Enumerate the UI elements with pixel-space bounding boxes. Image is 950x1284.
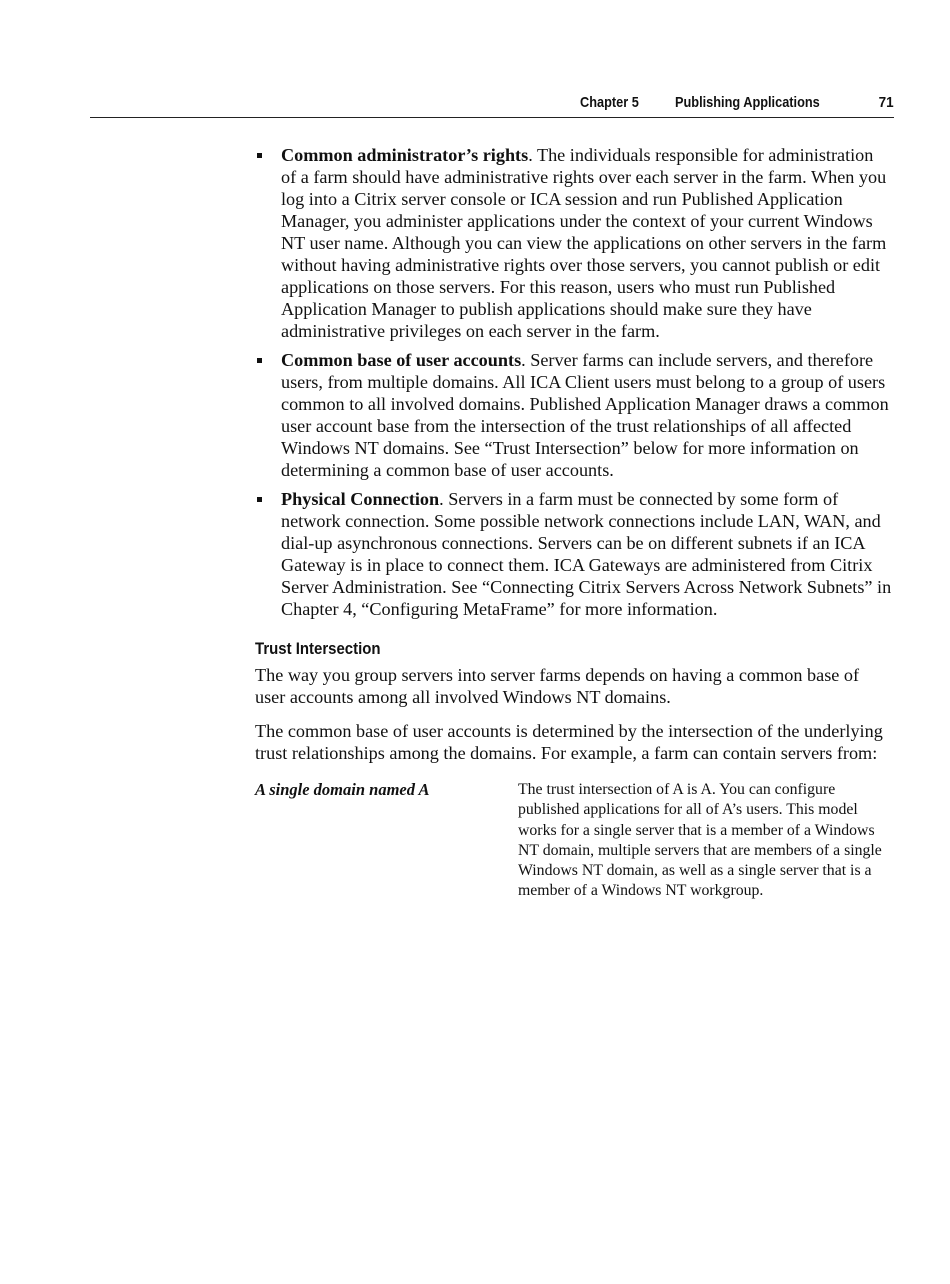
list-item	[255, 144, 893, 342]
section-heading: Trust Intersection	[255, 639, 381, 658]
definition-row	[255, 780, 893, 902]
requirements-list	[255, 144, 893, 620]
square-bullet-icon	[257, 358, 262, 363]
running-header	[90, 92, 894, 118]
page-body	[255, 144, 893, 902]
list-item	[255, 349, 893, 481]
bullet-text: . The individuals responsible for administration of a farm should have administrative rights over each server in the farm. When you log into a Citrix server console or ICA session and run Published Application Manager, you administer applications under the context of your current Windows NT user name. Although you can view the applications on other servers in the farm without having administrative rights over those servers, you cannot publish or edit applications on those servers. For this reason, users who must run Published Application Manager to publish applications should make sure they have administrative privileges on each server in the farm.	[281, 145, 887, 341]
bullet-text: . Server farms can include servers, and therefore users, from multiple domains. All ICA Client users must belong to a group of users common to all involved domains. Published Application Manager draws a common user account base from the intersection of the trust relationships of all affected Windows NT domains. See “Trust Intersection” below for more information on determining a common base of user accounts.	[281, 350, 889, 480]
square-bullet-icon	[257, 497, 262, 502]
list-item	[255, 488, 893, 620]
bullet-term: Common administrator’s rights	[281, 145, 529, 165]
page-number: 71	[878, 94, 894, 111]
definition-term: A single domain named A	[255, 780, 430, 799]
bullet-term: Physical Connection	[281, 489, 440, 509]
body-paragraph: The common base of user accounts is determined by the intersection of the underlying trust relationships among the domains. For example, a farm can contain servers from:	[255, 721, 883, 763]
bullet-text: . Servers in a farm must be connected by some form of network connection. Some possible network connections include LAN, WAN, and dial-up asynchronous connections. Servers can be on different subnets if an ICA Gateway is in place to connect them. ICA Gateways are administered from Citrix Server Administration. See “Connecting Citrix Servers Across Network Subnets” in Chapter 4, “Configuring MetaFrame” for more information.	[281, 489, 892, 619]
square-bullet-icon	[257, 153, 262, 158]
body-paragraph: The way you group servers into server farms depends on having a common base of user accounts among all involved Windows NT domains.	[255, 665, 860, 707]
bullet-term: Common base of user accounts	[281, 350, 522, 370]
chapter-label: Chapter 5	[580, 94, 639, 111]
chapter-title: Publishing Applications	[675, 94, 820, 111]
definition-description: The trust intersection of A is A. You can configure published applications for all of A’s users. This model works for a single server that is a member of a Windows NT domain, multiple servers that are members of a single Windows NT domain, as well as a single server that is a member of a Windows NT workgroup.	[518, 781, 882, 900]
